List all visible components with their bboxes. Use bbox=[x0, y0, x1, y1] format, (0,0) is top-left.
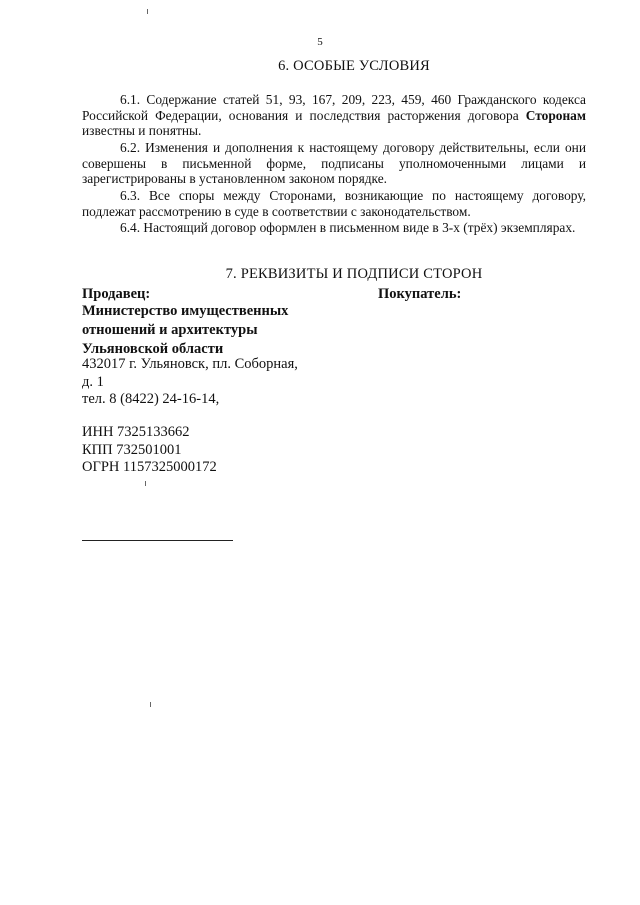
paragraph-6-1 bbox=[82, 92, 586, 139]
seller-label: Продавец: bbox=[82, 286, 151, 302]
buyer-label: Покупатель: bbox=[378, 286, 462, 302]
scan-speck bbox=[145, 481, 146, 486]
section-6-title: 6. ОСОБЫЕ УСЛОВИЯ bbox=[278, 58, 430, 74]
seller-phone: тел. 8 (8422) 24-16-14, bbox=[82, 391, 220, 407]
paragraph-6-1-text-start: 6.1. Содержание статей 51, 93, 167, 209, 223, 459, 460 Гражданского кодекса Российской Федерации, основания и последствия расторжения договора bbox=[82, 92, 586, 123]
section-7-title: 7. РЕКВИЗИТЫ И ПОДПИСИ СТОРОН bbox=[225, 266, 483, 282]
seller-ogrn: ОГРН 1157325000172 bbox=[82, 459, 217, 475]
seller-org-line-3: Ульяновской области bbox=[82, 341, 224, 357]
seller-inn: ИНН 7325133662 bbox=[82, 424, 190, 440]
scan-speck bbox=[150, 702, 151, 707]
paragraph-6-1-text-end: известны и понятны. bbox=[82, 123, 202, 139]
paragraph-6-4: 6.4. Настоящий договор оформлен в письменном виде в 3-х (трёх) экземплярах. bbox=[120, 220, 576, 235]
seller-kpp: КПП 732501001 bbox=[82, 442, 182, 458]
seller-org-line-1: Министерство имущественных bbox=[82, 303, 289, 319]
page-number: 5 bbox=[317, 36, 323, 48]
paragraph-6-3: 6.3. Все споры между Сторонами, возникающие по настоящему договору, подлежат рассмотрению в суде в соответствии с законодательством. bbox=[82, 188, 586, 219]
seller-address-line-2: д. 1 bbox=[82, 374, 104, 390]
seller-signature-line bbox=[82, 540, 233, 541]
paragraph-6-1-bold-term: Сторонам bbox=[525, 107, 586, 123]
seller-org-line-2: отношений и архитектуры bbox=[82, 322, 258, 338]
seller-address-line-1: 432017 г. Ульяновск, пл. Соборная, bbox=[82, 356, 298, 372]
scan-speck bbox=[147, 9, 148, 14]
paragraph-6-2: 6.2. Изменения и дополнения к настоящему договору действительны, если они совершены в письменной форме, подписаны уполномоченными лицами и зарегистрированы в установленном законом порядке. bbox=[82, 140, 586, 187]
